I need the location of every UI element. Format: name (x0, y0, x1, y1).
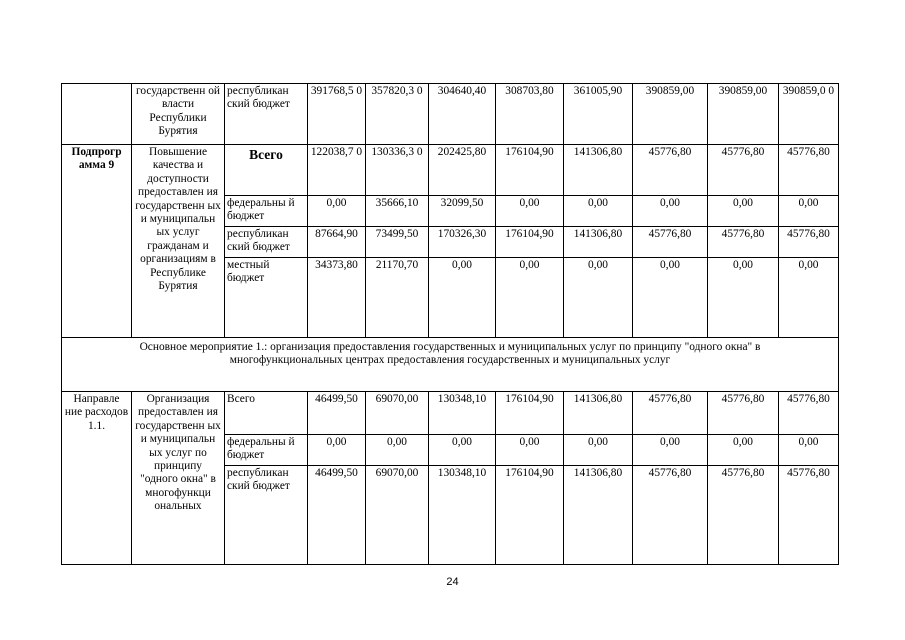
value-cell: 176104,90 (496, 227, 564, 258)
funding-source-cell: федеральны й бюджет (225, 196, 308, 227)
value-cell: 391768,5 0 (308, 84, 366, 145)
value-cell: 0,00 (779, 258, 839, 338)
value-cell: 45776,80 (633, 466, 708, 565)
funding-source-cell: республикан ский бюджет (225, 466, 308, 565)
value-cell: 0,00 (708, 196, 779, 227)
value-cell: 122038,7 0 (308, 145, 366, 196)
value-cell: 0,00 (633, 435, 708, 466)
subprogram-name-cell: Повышение качества и доступности предоставлен ия государственн ых и муниципальн ых услуг гражданам и организациям в Республике Бурятия (132, 145, 225, 338)
value-cell: 0,00 (564, 258, 633, 338)
table-row (62, 392, 839, 435)
code-cell (62, 84, 132, 145)
value-cell: 0,00 (429, 258, 496, 338)
value-cell: 0,00 (708, 258, 779, 338)
budget-table (61, 83, 839, 565)
funding-source-cell: Всего (225, 145, 308, 196)
value-cell: 0,00 (308, 196, 366, 227)
value-cell: 87664,90 (308, 227, 366, 258)
value-cell: 45776,80 (708, 466, 779, 565)
value-cell: 202425,80 (429, 145, 496, 196)
value-cell: 45776,80 (779, 466, 839, 565)
value-cell: 176104,90 (496, 392, 564, 435)
value-cell: 46499,50 (308, 392, 366, 435)
value-cell: 46499,50 (308, 466, 366, 565)
value-cell: 130336,3 0 (366, 145, 429, 196)
funding-source-cell: республикан ский бюджет (225, 227, 308, 258)
value-cell: 304640,40 (429, 84, 496, 145)
value-cell: 0,00 (633, 196, 708, 227)
value-cell: 141306,80 (564, 392, 633, 435)
value-cell: 0,00 (429, 435, 496, 466)
value-cell: 34373,80 (308, 258, 366, 338)
value-cell: 390859,00 (708, 84, 779, 145)
value-cell: 45776,80 (633, 227, 708, 258)
value-cell: 390859,00 (633, 84, 708, 145)
value-cell: 176104,90 (496, 466, 564, 565)
value-cell: 0,00 (564, 196, 633, 227)
value-cell: 0,00 (366, 435, 429, 466)
direction-name-cell: Организация предоставлен ия государственн ых и муниципальн ых услуг по принципу "одного окна" в многофункци ональных (132, 392, 225, 565)
value-cell: 45776,80 (708, 227, 779, 258)
funding-source-cell: республикан ский бюджет (225, 84, 308, 145)
value-cell: 69070,00 (366, 392, 429, 435)
value-cell: 176104,90 (496, 145, 564, 196)
value-cell: 0,00 (779, 196, 839, 227)
value-cell: 45776,80 (708, 145, 779, 196)
value-cell: 390859,0 0 (779, 84, 839, 145)
value-cell: 170326,30 (429, 227, 496, 258)
value-cell: 141306,80 (564, 227, 633, 258)
subprogram-code-cell: Подпрогр амма 9 (62, 145, 132, 338)
table-row (62, 145, 839, 196)
value-cell: 361005,90 (564, 84, 633, 145)
program-name-cell: государственн ой власти Республики Бурятия (132, 84, 225, 145)
value-cell: 21170,70 (366, 258, 429, 338)
value-cell: 45776,80 (779, 227, 839, 258)
table-row (62, 84, 839, 145)
value-cell: 0,00 (779, 435, 839, 466)
value-cell: 0,00 (496, 196, 564, 227)
value-cell: 141306,80 (564, 466, 633, 565)
value-cell: 0,00 (564, 435, 633, 466)
value-cell: 308703,80 (496, 84, 564, 145)
main-event-heading: Основное мероприятие 1.: организация предоставления государственных и муниципальных услуг по принципу "одного окна" в многофункциональных центрах предоставления государственных и муниципальных услуг (62, 338, 839, 392)
value-cell: 0,00 (708, 435, 779, 466)
value-cell: 0,00 (496, 258, 564, 338)
value-cell: 32099,50 (429, 196, 496, 227)
value-cell: 45776,80 (633, 392, 708, 435)
value-cell: 130348,10 (429, 466, 496, 565)
value-cell: 35666,10 (366, 196, 429, 227)
value-cell: 0,00 (633, 258, 708, 338)
value-cell: 0,00 (496, 435, 564, 466)
funding-source-cell: Всего (225, 392, 308, 435)
value-cell: 45776,80 (708, 392, 779, 435)
value-cell: 45776,80 (779, 392, 839, 435)
value-cell: 141306,80 (564, 145, 633, 196)
page-number: 24 (446, 576, 459, 588)
direction-code-cell: Направле ние расходов 1.1. (62, 392, 132, 565)
value-cell: 357820,3 0 (366, 84, 429, 145)
table-row (62, 338, 839, 392)
value-cell: 45776,80 (633, 145, 708, 196)
value-cell: 69070,00 (366, 466, 429, 565)
value-cell: 73499,50 (366, 227, 429, 258)
value-cell: 0,00 (308, 435, 366, 466)
value-cell: 130348,10 (429, 392, 496, 435)
funding-source-cell: федеральны й бюджет (225, 435, 308, 466)
value-cell: 45776,80 (779, 145, 839, 196)
funding-source-cell: местный бюджет (225, 258, 308, 338)
